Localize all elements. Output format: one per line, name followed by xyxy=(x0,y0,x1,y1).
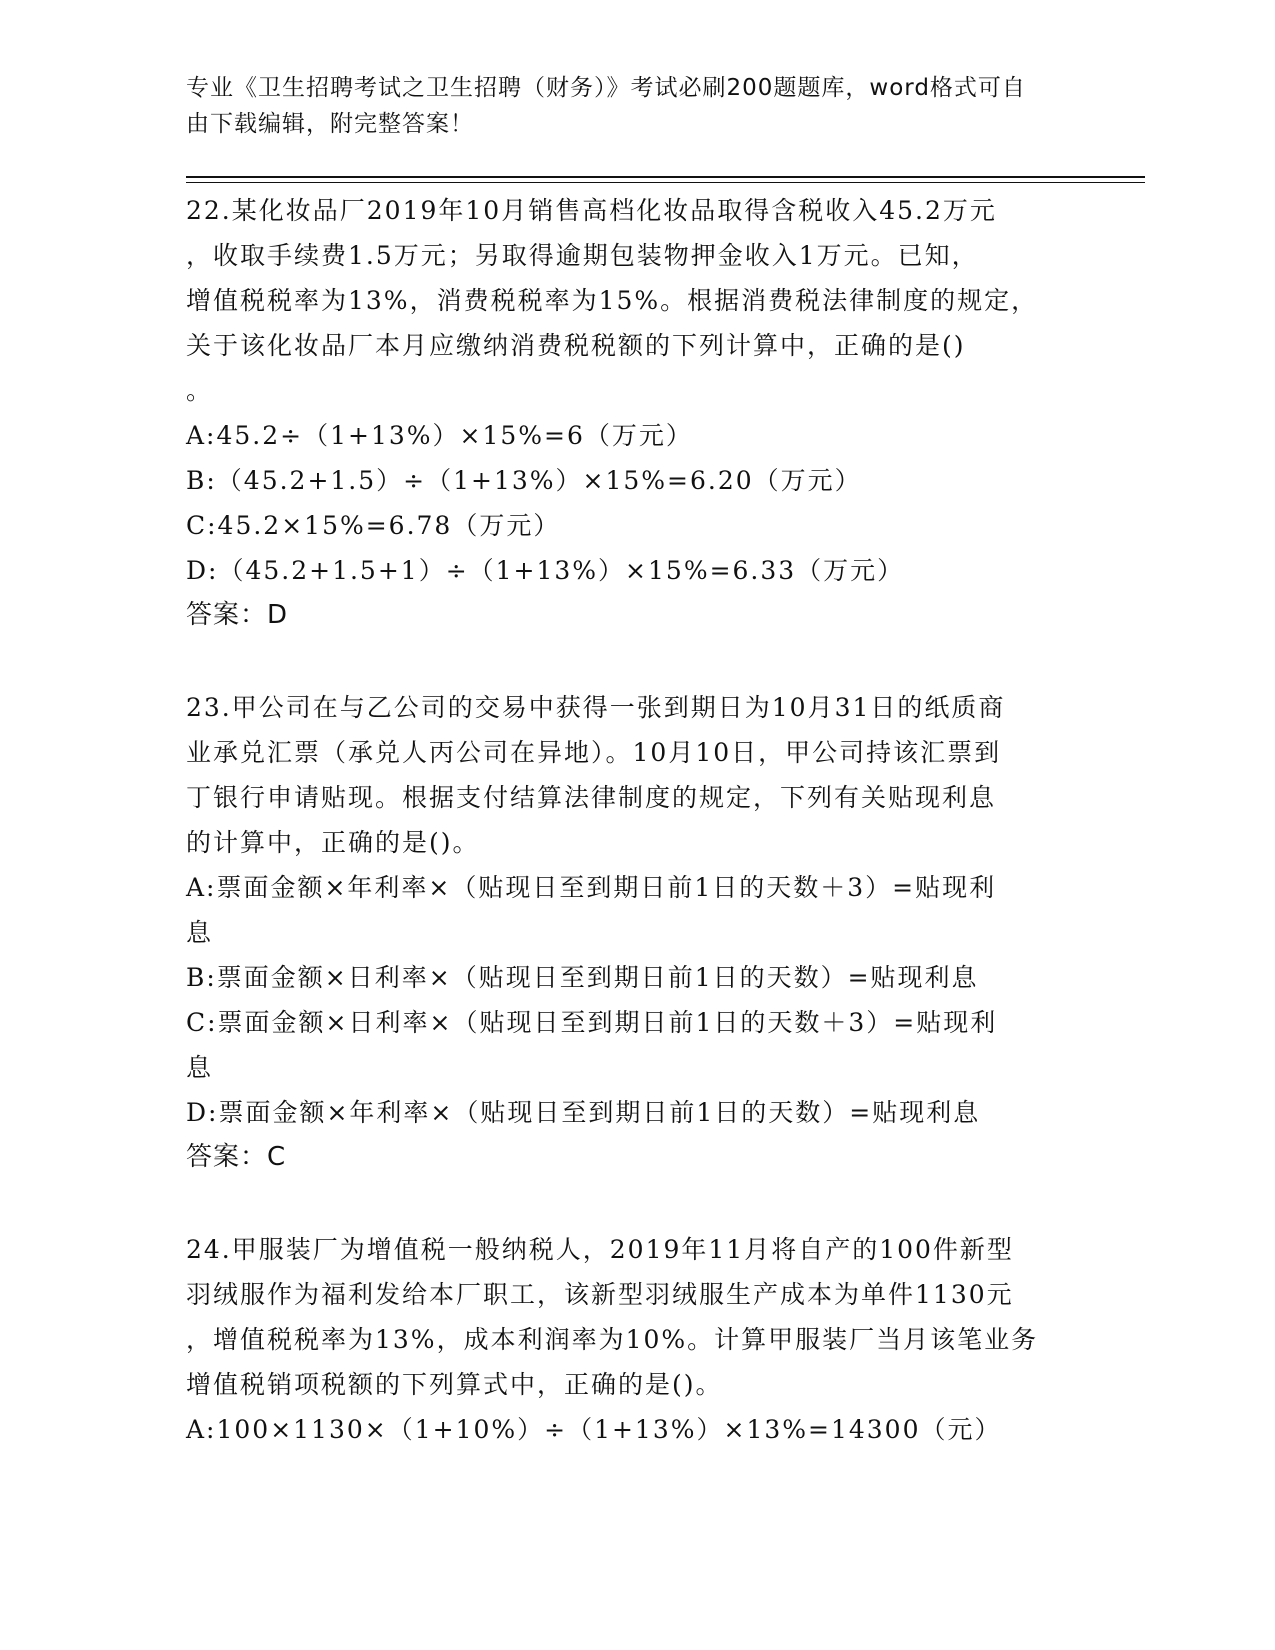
question-stem: 23.甲公司在与乙公司的交易中获得一张到期日为10月31日的纸质商 业承兑汇票（承兑人丙公司在异地）。10月10日，甲公司持该汇票到 丁银行申请贴现。根据支付结算法律制度的规定，下列有关贴现利息 的计算中，正确的是()。 xyxy=(186,693,1006,857)
question-23 xyxy=(186,685,1066,1179)
header-line-1: 专业《卫生招聘考试之卫生招聘（财务）》考试必刷200题题库，word格式可自 xyxy=(186,75,1026,101)
answer-label: 答案：D xyxy=(186,600,289,630)
question-22 xyxy=(186,188,1066,637)
question-list xyxy=(186,188,1066,1500)
question-stem: 22.某化妆品厂2019年10月销售高档化妆品取得含税收入45.2万元 ，收取手续费1.5万元；另取得逾期包装物押金收入1万元。已知， 增值税税率为13%，消费税税率为15%。根据消费税法律制度的规定， 关于该化妆品厂本月应缴纳消费税税额的下列计算中，正确的是() 。 xyxy=(186,196,1039,405)
question-stem: 24.甲服装厂为增值税一般纳税人，2019年11月将自产的100件新型 羽绒服作为福利发给本厂职工，该新型羽绒服生产成本为单件1130元 ，增值税税率为13%，成本利润率为10%。计算甲服装厂当月该笔业务 增值税销项税额的下列算式中，正确的是()。 xyxy=(186,1235,1039,1399)
option-b: B:票面金额×日利率×（贴现日至到期日前1日的天数）=贴现利息 xyxy=(186,963,979,992)
answer-label: 答案：C xyxy=(186,1142,287,1172)
header-divider-thick xyxy=(186,176,1145,178)
option-d: D:票面金额×年利率×（贴现日至到期日前1日的天数）=贴现利息 xyxy=(186,1098,981,1127)
option-b: B:（45.2+1.5）÷（1+13%）×15%=6.20（万元） xyxy=(186,466,862,495)
question-24 xyxy=(186,1227,1066,1452)
option-c: C:票面金额×日利率×（贴现日至到期日前1日的天数＋3）=贴现利 息 xyxy=(186,1008,998,1082)
option-a: A:票面金额×年利率×（贴现日至到期日前1日的天数＋3）=贴现利 息 xyxy=(186,873,997,947)
header-divider-thin xyxy=(186,182,1145,183)
document-header xyxy=(186,70,1066,142)
option-a: A:45.2÷（1+13%）×15%=6（万元） xyxy=(186,421,693,450)
option-d: D:（45.2+1.5+1）÷（1+13%）×15%=6.33（万元） xyxy=(186,556,905,585)
header-line-2: 由下载编辑，附完整答案！ xyxy=(186,111,474,137)
option-a: A:100×1130×（1+10%）÷（1+13%）×13%=14300（元） xyxy=(186,1415,1002,1444)
option-c: C:45.2×15%=6.78（万元） xyxy=(186,511,561,540)
